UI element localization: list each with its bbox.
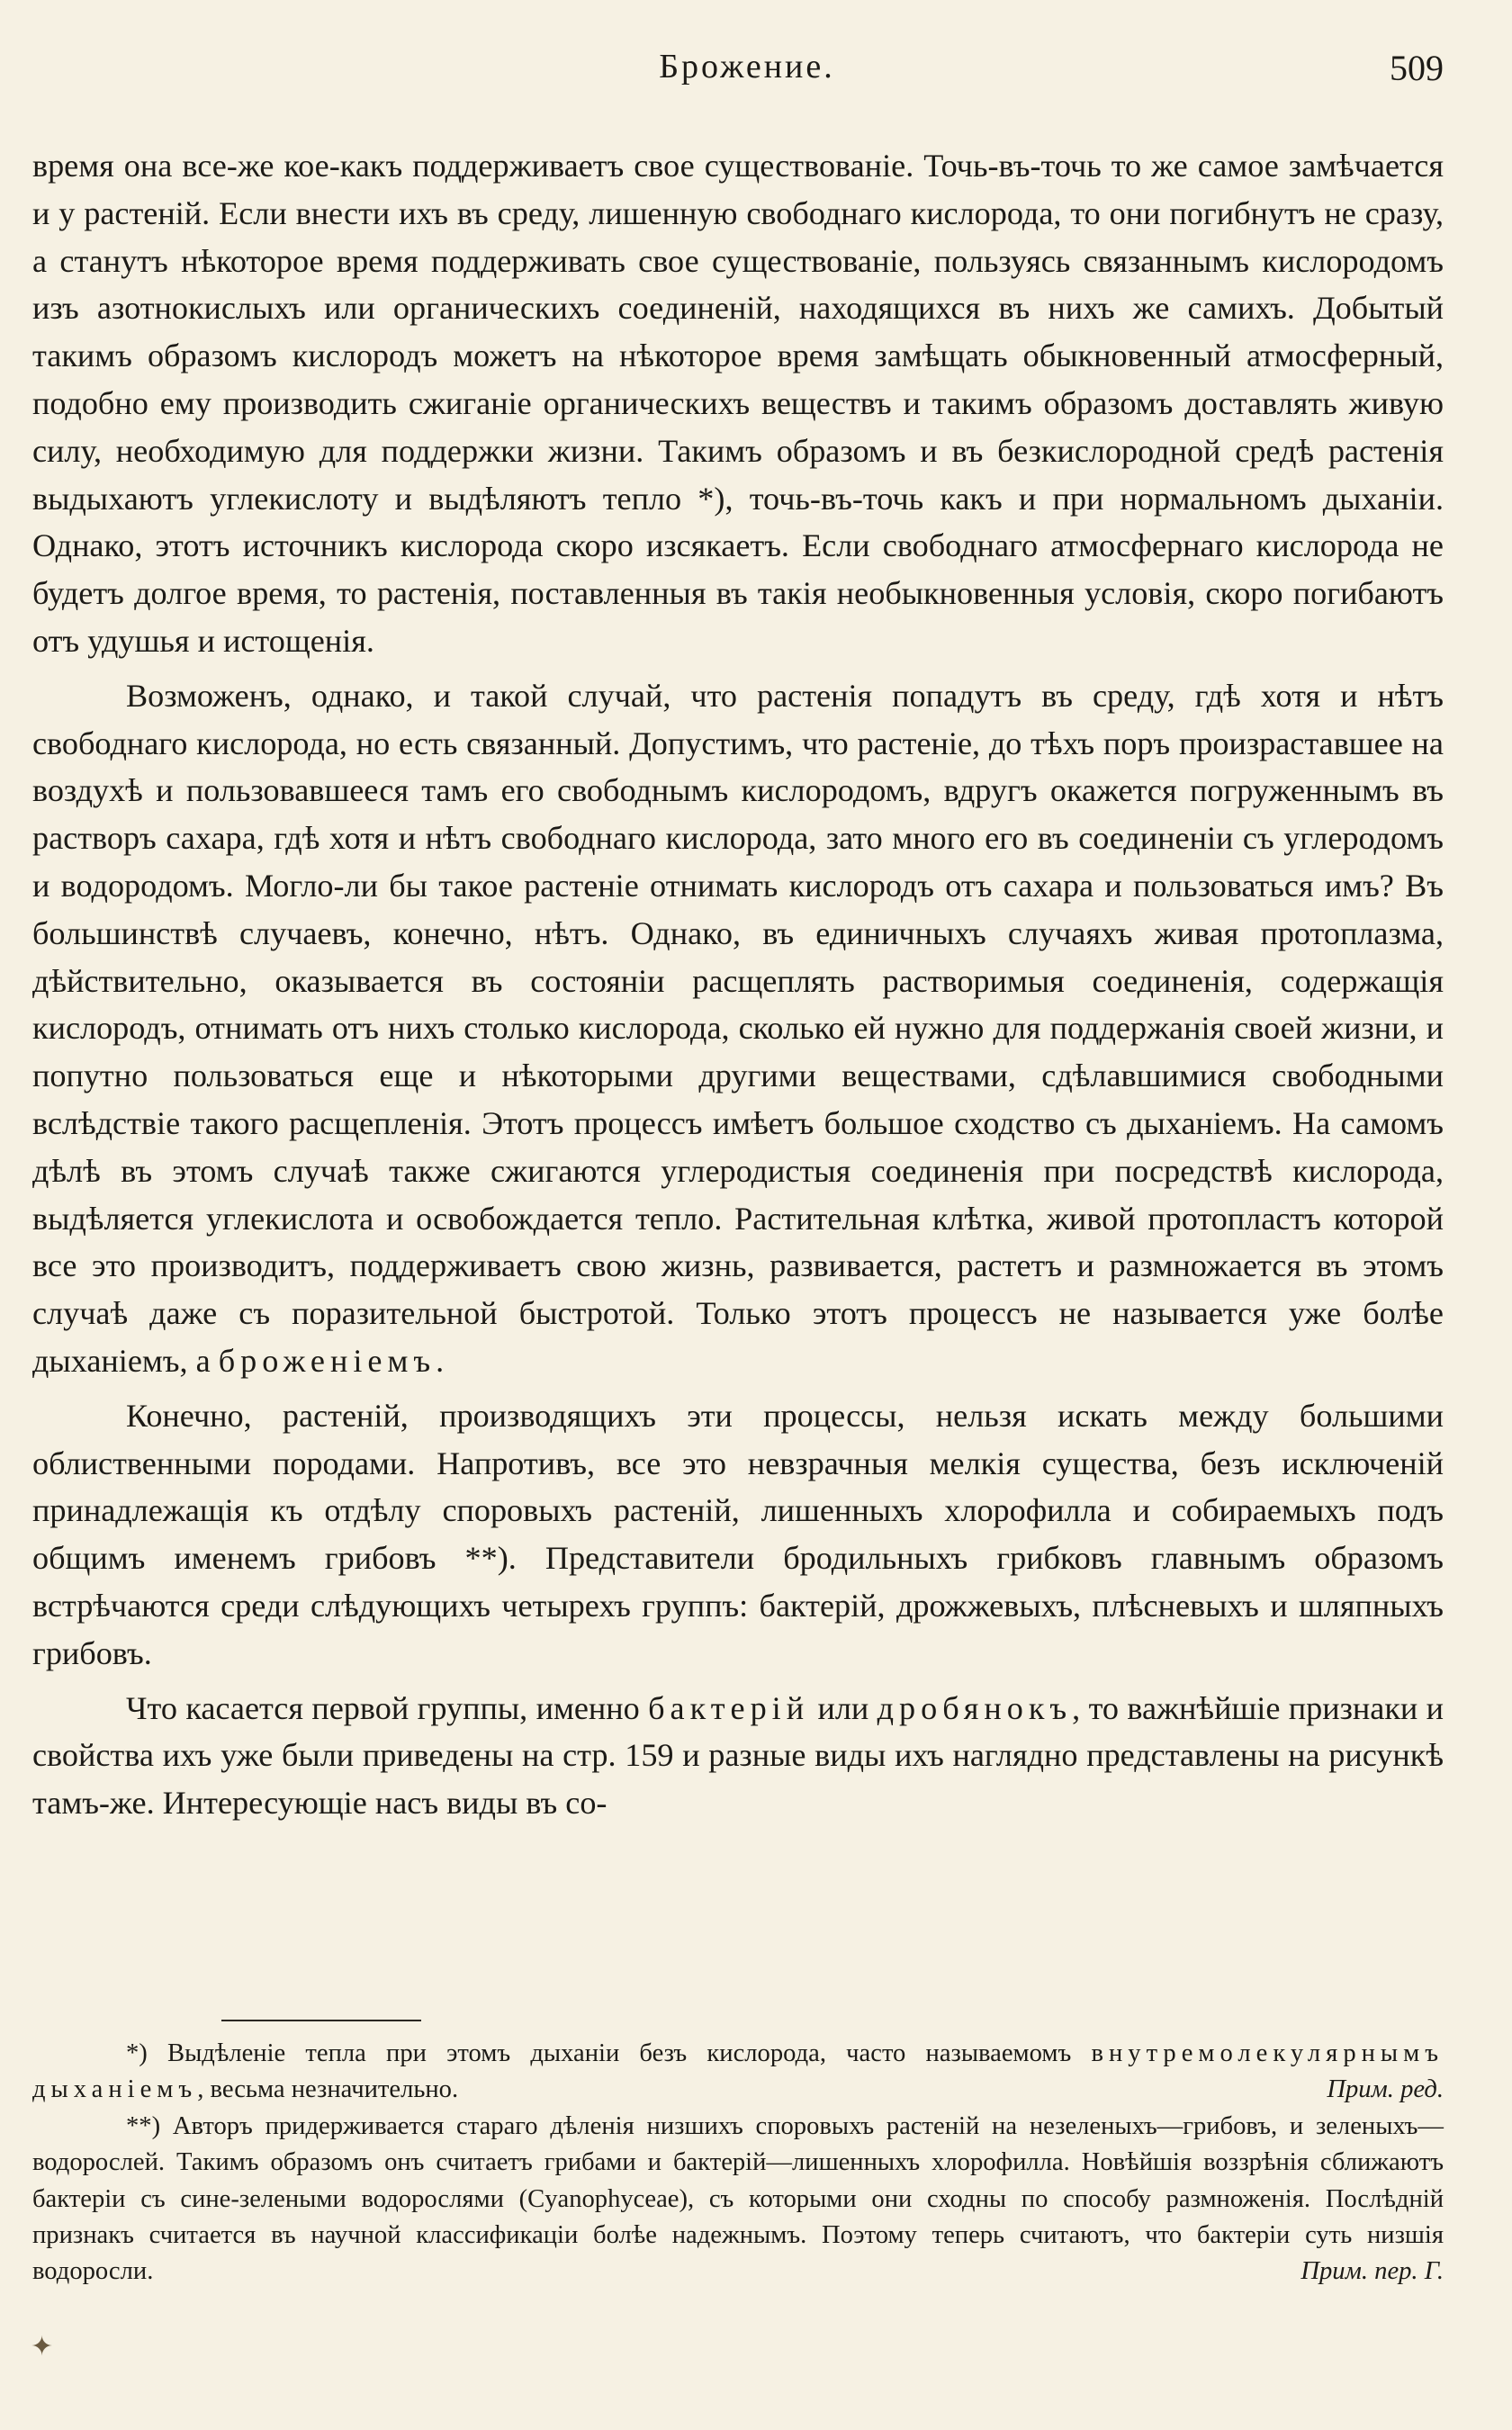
paragraph-2-text: Возможенъ, однако, и такой случай, что растенія попадутъ въ среду, гдѣ хотя и нѣтъ свободнаго кислорода, но есть связанный. Допустимъ, что растеніе, до тѣхъ поръ произраставшее на воздухѣ и пользовавшееся тамъ его свободнымъ кислородомъ, вдругъ окажется погруженнымъ въ растворъ сахара, гдѣ хотя и нѣтъ свободнаго кислорода, зато много его въ соединеніи съ углеродомъ и водородомъ. Могло-ли бы такое растеніе отнимать кислородъ отъ сахара и пользоваться имъ? Въ большинствѣ случаевъ, конечно, нѣтъ. Однако, въ единичныхъ случаяхъ живая протоплазма, дѣйствительно, оказывается въ состояніи расщеплять растворимыя соединенія, содержащія кислородъ, отнимать отъ нихъ столько кислорода, сколько ей нужно для поддержанія своей жизни, и попутно пользоваться еще и нѣкоторыми другими веществами, сдѣлавшимися свободными вслѣдствіе такого расщепленія. Этотъ процессъ имѣетъ большое сходство съ дыханіемъ. На самомъ дѣлѣ въ этомъ случаѣ также сжигаются углеродистыя соединенія при посредствѣ кислорода, выдѣляется углекислота и освобождается тепло. Растительная клѣтка, живой протопластъ которой все это производитъ, поддерживаетъ свою жизнь, развивается, растетъ и размножается въ этомъ случаѣ даже съ поразительной быстротой. Только этотъ процессъ не называется уже болѣе дыханіемъ, а <box>32 677 1444 1379</box>
print-blemish: ✦ <box>31 2332 54 2362</box>
paragraph-1: время она все-же кое-какъ поддерживаетъ свое существованіе. Точь-въ-точь то же самое замѣчается и у растеній. Если внести ихъ въ среду, лишенную свободнаго кислорода, то они погибнутъ не сразу, а станутъ нѣкоторое время поддерживать свое существованіе, пользуясь связаннымъ кислородомъ изъ азотнокислыхъ или органическихъ соединеній, находящихся въ нихъ же самихъ. Добытый такимъ образомъ кислородъ можетъ на нѣкоторое время замѣщать обыкновенный атмосферный, подобно ему производить сжиганіе органическихъ веществъ и такимъ образомъ доставлять живую силу, необходимую для поддержки жизни. Такимъ образомъ и въ безкислородной средѣ растенія выдыхаютъ углекислоту и выдѣляютъ тепло *), точь-въ-точь какъ и при нормальномъ дыханіи. Однако, этотъ источникъ кислорода скоро изсякаетъ. Если свободнаго атмосфернаго кислорода не будетъ долгое время, то растенія, поставленныя въ такія необыкновенныя условія, скоро погибаютъ отъ удушья и истощенія. <box>32 148 1444 659</box>
footnote-2 <box>32 2109 1444 2290</box>
paragraph-4-mid: или <box>817 1689 869 1726</box>
paragraph-3: Конечно, растеній, производящихъ эти процессы, нельзя искать между большими облиственными породами. Напротивъ, все это невзрачныя мелкія существа, безъ исключеній принадлежащія къ отдѣлу споровыхъ растеній, лишенныхъ хлорофилла и собираемыхъ подъ общимъ именемъ грибовъ **). Представители бродильныхъ грибковъ главнымъ образомъ встрѣчаются среди слѣдующихъ четырехъ группъ: бактерій, дрожжевыхъ, плѣсневыхъ и шляпныхъ грибовъ. <box>32 1397 1444 1671</box>
footnote-1-emphasis: внутремолекулярнымъ дыханіемъ <box>32 2039 1444 2104</box>
body-text <box>32 142 1444 1827</box>
paragraph-4 <box>32 1685 1444 1827</box>
page-number: 509 <box>1390 48 1444 88</box>
paragraph-2-end: . <box>436 1342 445 1379</box>
paragraph-2 <box>32 672 1444 1385</box>
footnote-2-text: **) Авторъ придерживается стараго дѣленія низшихъ споровыхъ растеній на незеленыхъ—грибовъ, и зеленыхъ—водорослей. Такимъ образомъ онъ считаетъ грибами и бактерій—лишенныхъ хлорофилла. Новѣйшія воззрѣнія сближаютъ бактеріи съ сине-зелеными водорослями (Cyanophyceae), съ которыми они сходны по способу размноженія. Послѣдній признакъ считается въ научной классификаціи болѣе надежнымъ. Поэтому теперь считаютъ, что бактеріи суть низшія водоросли. <box>32 2111 1444 2286</box>
footnote-1-attribution: Прим. ред. <box>1327 2075 1444 2104</box>
footnotes <box>32 2036 1444 2290</box>
footnote-1-end: , весьма незначительно. <box>197 2075 459 2104</box>
footnote-1 <box>32 2036 1444 2109</box>
footnote-divider <box>221 2020 421 2021</box>
emphasis-drobyanki: дробянокъ <box>877 1689 1073 1726</box>
paragraph-4-rest: , то важнѣйшіе признаки и свойства ихъ уже были приведены на стр. 159 и разные виды ихъ наглядно представлены на рисункѣ тамъ-же. Интересующіе насъ виды въ со- <box>32 1689 1444 1822</box>
emphasis-bacteria: бактерій <box>648 1689 810 1726</box>
footnote-1-start: *) Выдѣленіе тепла при этомъ дыханіи безъ кислорода, часто называемомъ <box>126 2039 1072 2067</box>
footnote-2-attribution: Прим. пер. Г. <box>1300 2257 1444 2286</box>
paragraph-4-start: Что касается первой группы, именно <box>126 1689 640 1726</box>
running-title: Брожение. <box>659 48 835 86</box>
emphasis-fermentation: броженіемъ <box>218 1342 436 1379</box>
page-header <box>50 47 1444 101</box>
